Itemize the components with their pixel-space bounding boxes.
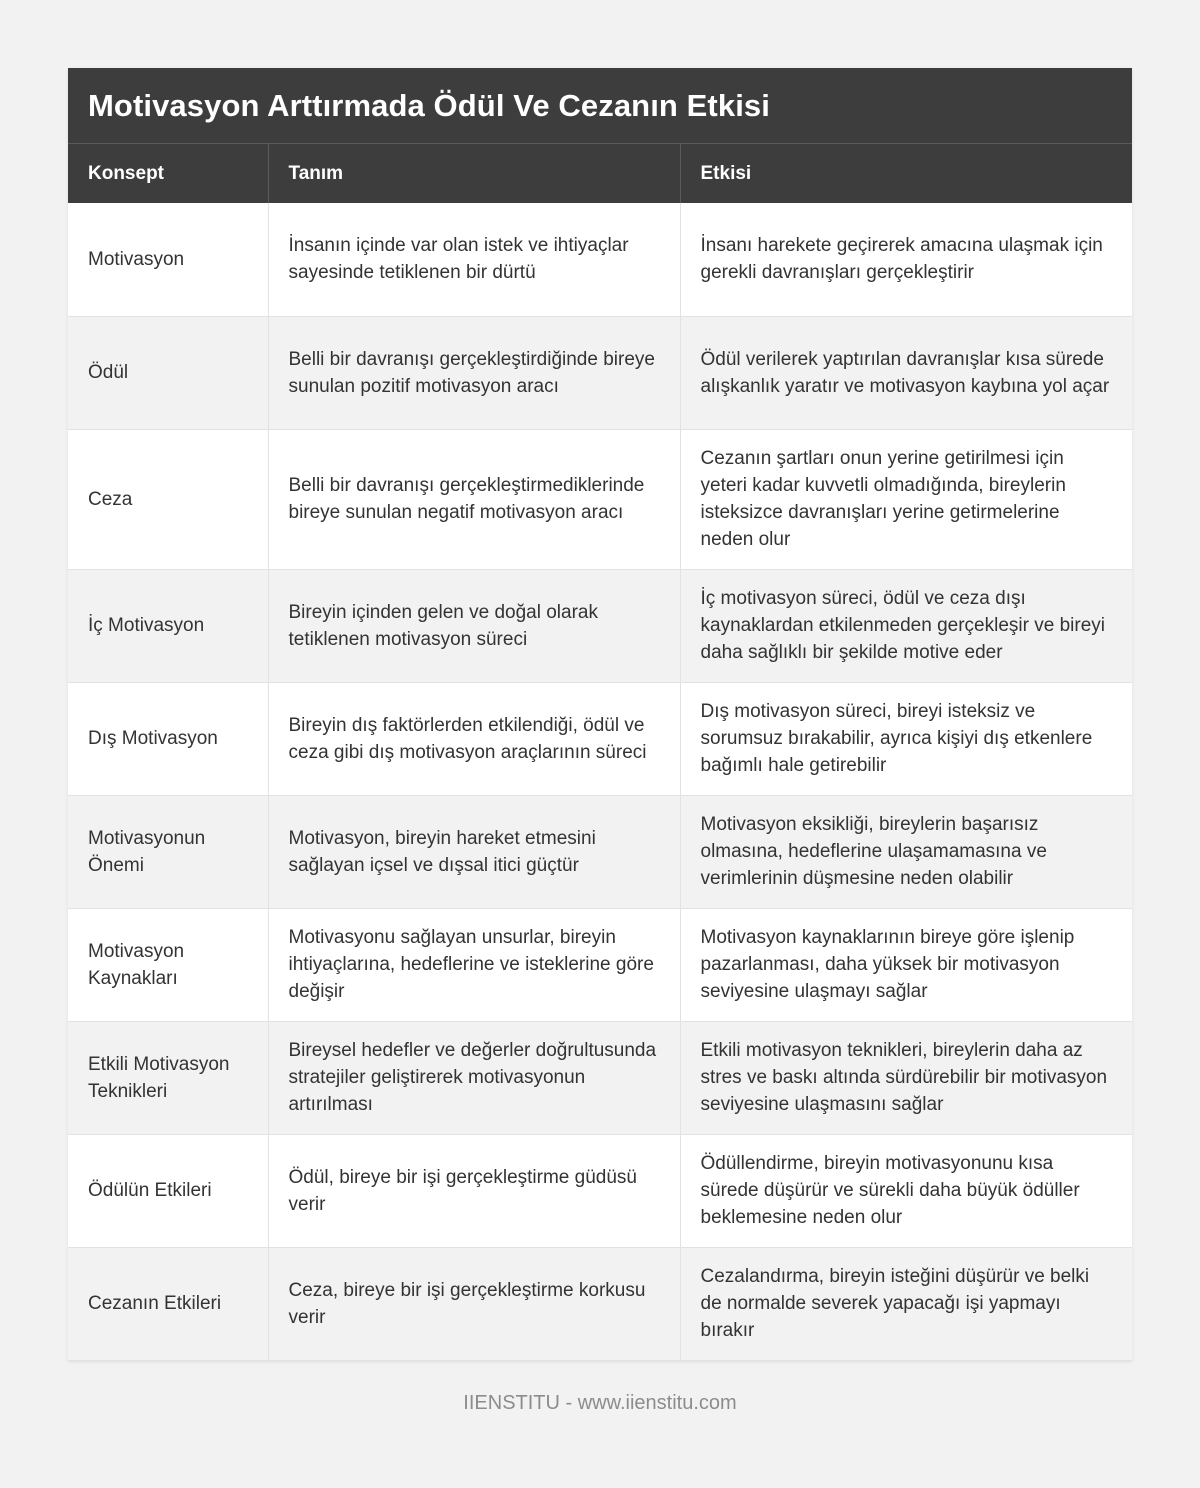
definition-cell: Belli bir davranışı gerçekleştirmediklerinde bireye sunulan negatif motivasyon aracı [268, 429, 680, 569]
effect-cell: Motivasyon eksikliği, bireylerin başarısız olmasına, hedeflerine ulaşamamasına ve verimlerinin düşmesine neden olabilir [680, 795, 1132, 908]
table-row [68, 203, 1132, 316]
definition-cell: Motivasyon, bireyin hareket etmesini sağlayan içsel ve dışsal itici güçtür [268, 795, 680, 908]
definition-cell: Bireyin içinden gelen ve doğal olarak tetiklenen motivasyon süreci [268, 569, 680, 682]
definition-cell: Motivasyonu sağlayan unsurlar, bireyin ihtiyaçlarına, hedeflerine ve isteklerine göre değişir [268, 908, 680, 1021]
definition-cell: İnsanın içinde var olan istek ve ihtiyaçlar sayesinde tetiklenen bir dürtü [268, 203, 680, 316]
definition-cell: Bireyin dış faktörlerden etkilendiği, ödül ve ceza gibi dış motivasyon araçlarının süreci [268, 682, 680, 795]
definition-cell: Ödül, bireye bir işi gerçekleştirme güdüsü verir [268, 1134, 680, 1247]
concept-cell: Motivasyon Kaynakları [68, 908, 268, 1021]
effect-cell: Motivasyon kaynaklarının bireye göre işlenip pazarlanması, daha yüksek bir motivasyon seviyesine ulaşmayı sağlar [680, 908, 1132, 1021]
concept-cell: İç Motivasyon [68, 569, 268, 682]
concept-cell: Motivasyonun Önemi [68, 795, 268, 908]
table-row [68, 429, 1132, 569]
footer-credit: IIENSTITU - www.iienstitu.com [463, 1392, 737, 1414]
column-header-konsept: Konsept [68, 144, 268, 203]
concept-cell: Etkili Motivasyon Teknikleri [68, 1021, 268, 1134]
concept-cell: Ceza [68, 429, 268, 569]
concept-cell: Ödülün Etkileri [68, 1134, 268, 1247]
concept-cell: Cezanın Etkileri [68, 1247, 268, 1360]
effect-cell: Ödüllendirme, bireyin motivasyonunu kısa sürede düşürür ve sürekli daha büyük ödüller beklemesine neden olur [680, 1134, 1132, 1247]
effect-cell: İnsanı harekete geçirerek amacına ulaşmak için gerekli davranışları gerçekleştirir [680, 203, 1132, 316]
page-title: Motivasyon Arttırmada Ödül Ve Cezanın Etkisi [88, 87, 770, 123]
concept-cell: Motivasyon [68, 203, 268, 316]
effect-cell: Cezalandırma, bireyin isteğini düşürür ve belki de normalde severek yapacağı işi yapmayı bırakır [680, 1247, 1132, 1360]
effect-cell: Ödül verilerek yaptırılan davranışlar kısa sürede alışkanlık yaratır ve motivasyon kaybına yol açar [680, 316, 1132, 429]
table-row [68, 569, 1132, 682]
table-card [68, 68, 1132, 1361]
table-row [68, 682, 1132, 795]
table-row [68, 1021, 1132, 1134]
column-header-tanim: Tanım [268, 144, 680, 203]
concept-cell: Dış Motivasyon [68, 682, 268, 795]
concept-table [68, 144, 1132, 1361]
column-header-etkisi: Etkisi [680, 144, 1132, 203]
table-row [68, 1247, 1132, 1360]
table-row [68, 316, 1132, 429]
definition-cell: Ceza, bireye bir işi gerçekleştirme korkusu verir [268, 1247, 680, 1360]
effect-cell: Cezanın şartları onun yerine getirilmesi için yeteri kadar kuvvetli olmadığında, bireylerin isteksizce davranışları yerine getirmelerine neden olur [680, 429, 1132, 569]
effect-cell: Etkili motivasyon teknikleri, bireylerin daha az stres ve baskı altında sürdürebilir bir motivasyon seviyesine ulaşmasını sağlar [680, 1021, 1132, 1134]
table-row [68, 795, 1132, 908]
table-row [68, 908, 1132, 1021]
effect-cell: İç motivasyon süreci, ödül ve ceza dışı kaynaklardan etkilenmeden gerçekleşir ve bireyi daha sağlıklı bir şekilde motive eder [680, 569, 1132, 682]
effect-cell: Dış motivasyon süreci, bireyi isteksiz ve sorumsuz bırakabilir, ayrıca kişiyi dış etkenlere bağımlı hale getirebilir [680, 682, 1132, 795]
table-header-row [68, 144, 1132, 203]
title-bar [68, 68, 1132, 144]
concept-cell: Ödül [68, 316, 268, 429]
table-row [68, 1134, 1132, 1247]
definition-cell: Belli bir davranışı gerçekleştirdiğinde bireye sunulan pozitif motivasyon aracı [268, 316, 680, 429]
definition-cell: Bireysel hedefler ve değerler doğrultusunda stratejiler geliştirerek motivasyonun artırılması [268, 1021, 680, 1134]
